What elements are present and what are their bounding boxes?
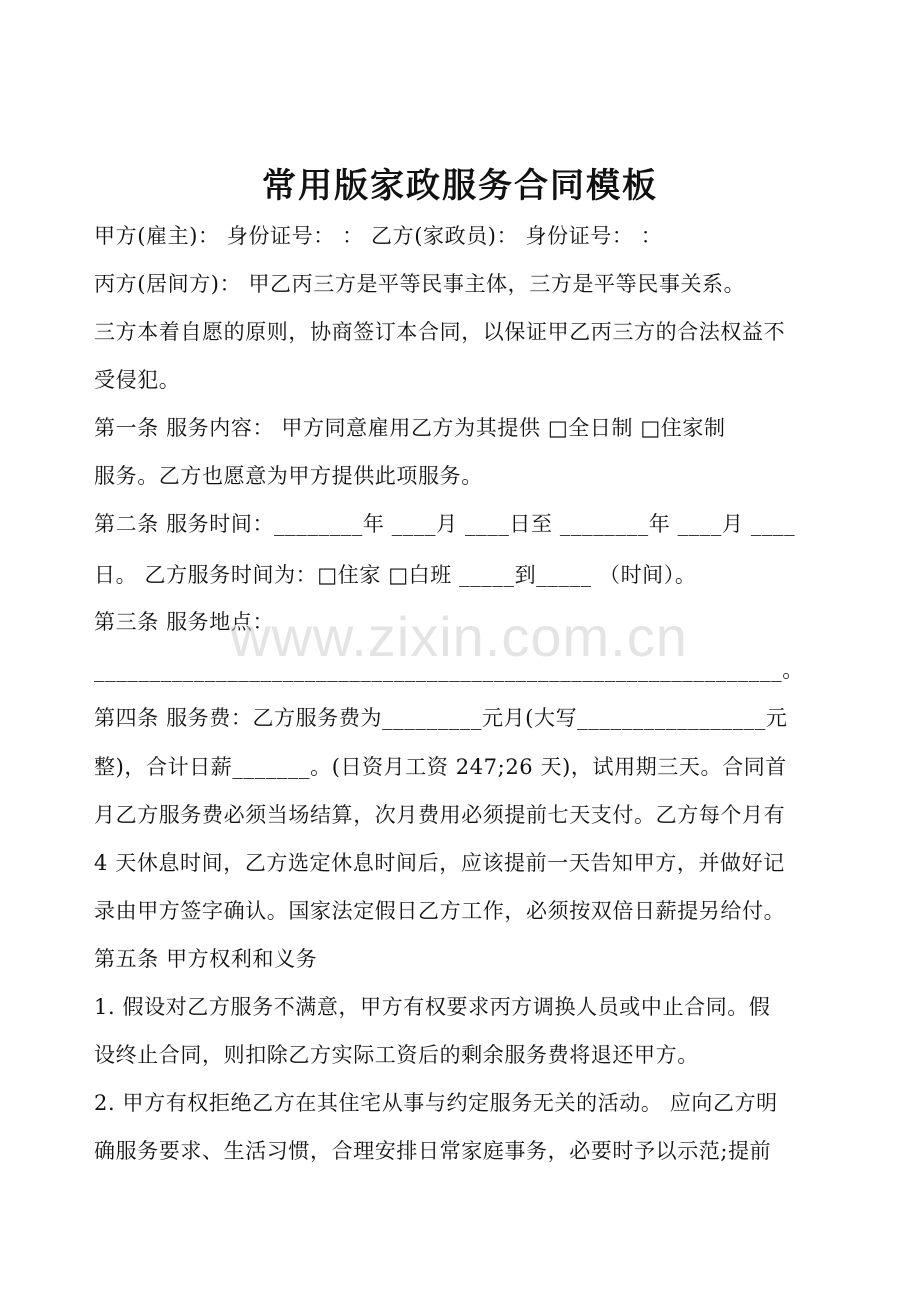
watermark: www.zixin.com.cn bbox=[230, 605, 688, 668]
article-4-line: 整)，合计日薪_______。(日资月工资 247;26 天)，试用期三天。合同首 bbox=[94, 755, 787, 779]
article-2-line: 第二条 服务时间：________年 ____月 ____日至 ________年 ____月 ____ bbox=[94, 512, 796, 536]
article-1-line: 服务。乙方也愿意为甲方提供此项服务。 bbox=[94, 464, 483, 488]
article-1-line: 第一条 服务内容： 甲方同意雇用乙方为其提供 □全日制 □住家制 bbox=[94, 416, 726, 440]
preamble-line: 受侵犯。 bbox=[94, 368, 181, 392]
article-3-line: 第三条 服务地点： bbox=[94, 610, 275, 634]
party-a-b-line: 甲方(雇主)： 身份证号： ： 乙方(家政员)： 身份证号： ： bbox=[94, 224, 663, 248]
article-4-line: 录由甲方签字确认。国家法定假日乙方工作，必须按双倍日薪提另给付。 bbox=[94, 899, 786, 923]
article-4-line: 月乙方服务费必须当场结算，次月费用必须提前七天支付。乙方每个月有 bbox=[94, 803, 786, 827]
article-4-line: 4 天休息时间，乙方选定休息时间后，应该提前一天告知甲方，并做好记 bbox=[94, 851, 785, 875]
article-5-item-1: 设终止合同，则扣除乙方实际工资后的剩余服务费将退还甲方。 bbox=[94, 1043, 699, 1067]
article-3-blank-line: ______________________________________________________________。 bbox=[94, 658, 804, 682]
party-c-line: 丙方(居间方)： 甲乙丙三方是平等民事主体，三方是平等民事关系。 bbox=[94, 272, 746, 296]
article-5-item-1: 1. 假设对乙方服务不满意，甲方有权要求丙方调换人员或中止合同。假 bbox=[94, 995, 771, 1019]
article-5-item-2: 确服务要求、生活习惯，合理安排日常家庭事务，必要时予以示范;提前 bbox=[94, 1139, 772, 1163]
article-2-line: 日。 乙方服务时间为：□住家 □白班 _____到_____ （时间）。 bbox=[94, 563, 697, 587]
preamble-line: 三方本着自愿的原则，协商签订本合同，以保证甲乙丙三方的合法权益不 bbox=[94, 320, 786, 344]
article-5-item-2: 2. 甲方有权拒绝乙方在其住宅从事与约定服务无关的活动。 应向乙方明 bbox=[94, 1091, 778, 1115]
article-5-heading: 第五条 甲方权利和义务 bbox=[94, 947, 318, 971]
article-4-line: 第四条 服务费：乙方服务费为_________元月(大写_________________元 bbox=[94, 706, 788, 730]
document-title: 常用版家政服务合同模板 bbox=[262, 166, 658, 206]
